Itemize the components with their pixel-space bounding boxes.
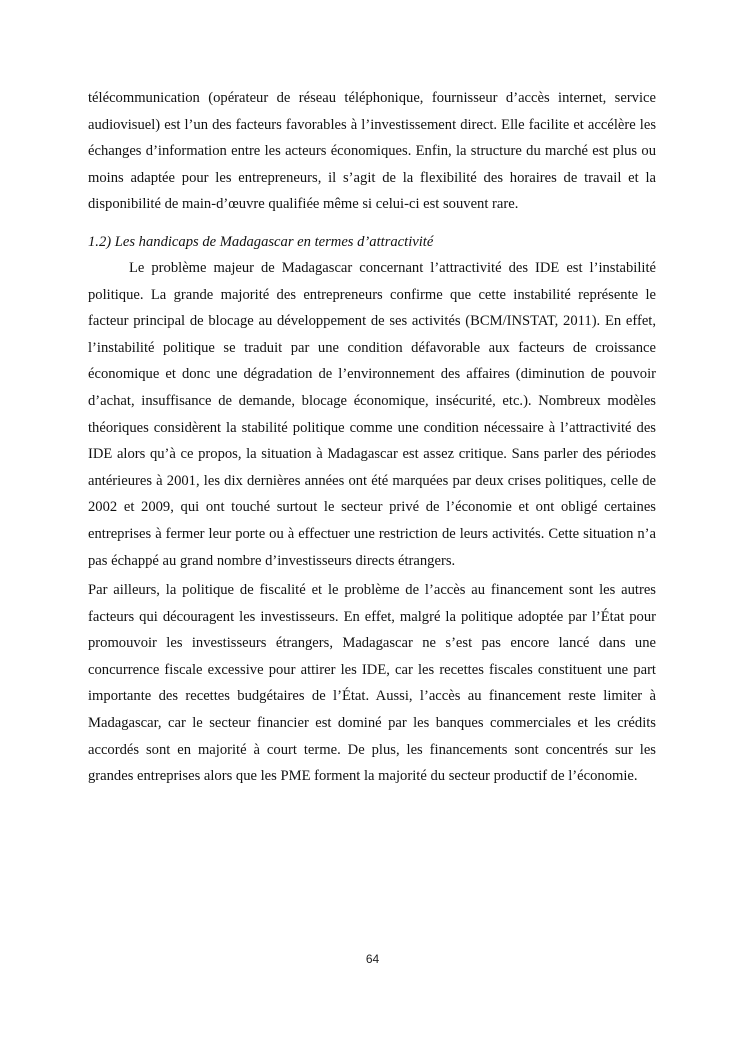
body-paragraph-2-container bbox=[88, 255, 656, 574]
page-number: 64 bbox=[365, 952, 380, 966]
body-paragraph-3-container bbox=[88, 577, 656, 790]
body-paragraph: télécommunication (opérateur de réseau téléphonique, fournisseur d’accès internet, service audiovisuel) est l’un des facteurs favorables à l’investissement direct. Elle facilite et accélère les échanges d’information entre les acteurs économiques. Enfin, la structure du marché est plus ou moins adaptée pour les entrepreneurs, il s’agit de la flexibilité des horaires de travail et la disponibilité de main-d’œuvre qualifiée même si celui-ci est souvent rare. bbox=[88, 90, 656, 213]
body-paragraph: Par ailleurs, la politique de fiscalité et le problème de l’accès au financement sont les autres facteurs qui découragent les investisseurs. En effet, malgré la politique adoptée par l’État pour promouvoir les investisseurs étrangers, Madagascar ne s’est pas encore lancé dans une concurrence fiscale excessive pour attirer les IDE, car les recettes fiscales constituent une part importante des recettes budgétaires de l’État. Aussi, l’accès au financement reste limiter à Madagascar, car le secteur financier est dominé par les banques commerciales et les crédits accordés sont en majorité à court terme. De plus, les financements sont concentrés sur les grandes entreprises alors que les PME forment la majorité du secteur productif de l’économie. bbox=[88, 582, 656, 785]
body-paragraph-1-container bbox=[88, 85, 656, 218]
section-heading: 1.2) Les handicaps de Madagascar en termes d’attractivité bbox=[88, 234, 434, 250]
body-paragraph: Le problème majeur de Madagascar concernant l’attractivité des IDE est l’instabilité politique. La grande majorité des entrepreneurs confirme que cette instabilité représente le facteur principal de blocage au développement de ses activités (BCM/INSTAT, 2011). En effet, l’instabilité politique se traduit par une condition défavorable aux facteurs de croissance économique et donc une dégradation de l’environnement des affaires (diminution de pouvoir d’achat, insuffisance de demande, blocage économique, insécurité, etc.). Nombreux modèles théoriques considèrent la stabilité politique comme une condition nécessaire à l’attractivité des IDE alors qu’à ce propos, la situation à Madagascar est assez critique. Sans parler des périodes antérieures à 2001, les dix dernières années ont été marquées par deux crises politiques, celle de 2002 et 2009, qui ont touché surtout le secteur privé de l’économie et ont obligé certaines entreprises à fermer leur porte ou à effectuer une restriction de leurs activités. Cette situation n’a pas échappé au grand nombre d’investisseurs directs étrangers. bbox=[88, 260, 656, 569]
